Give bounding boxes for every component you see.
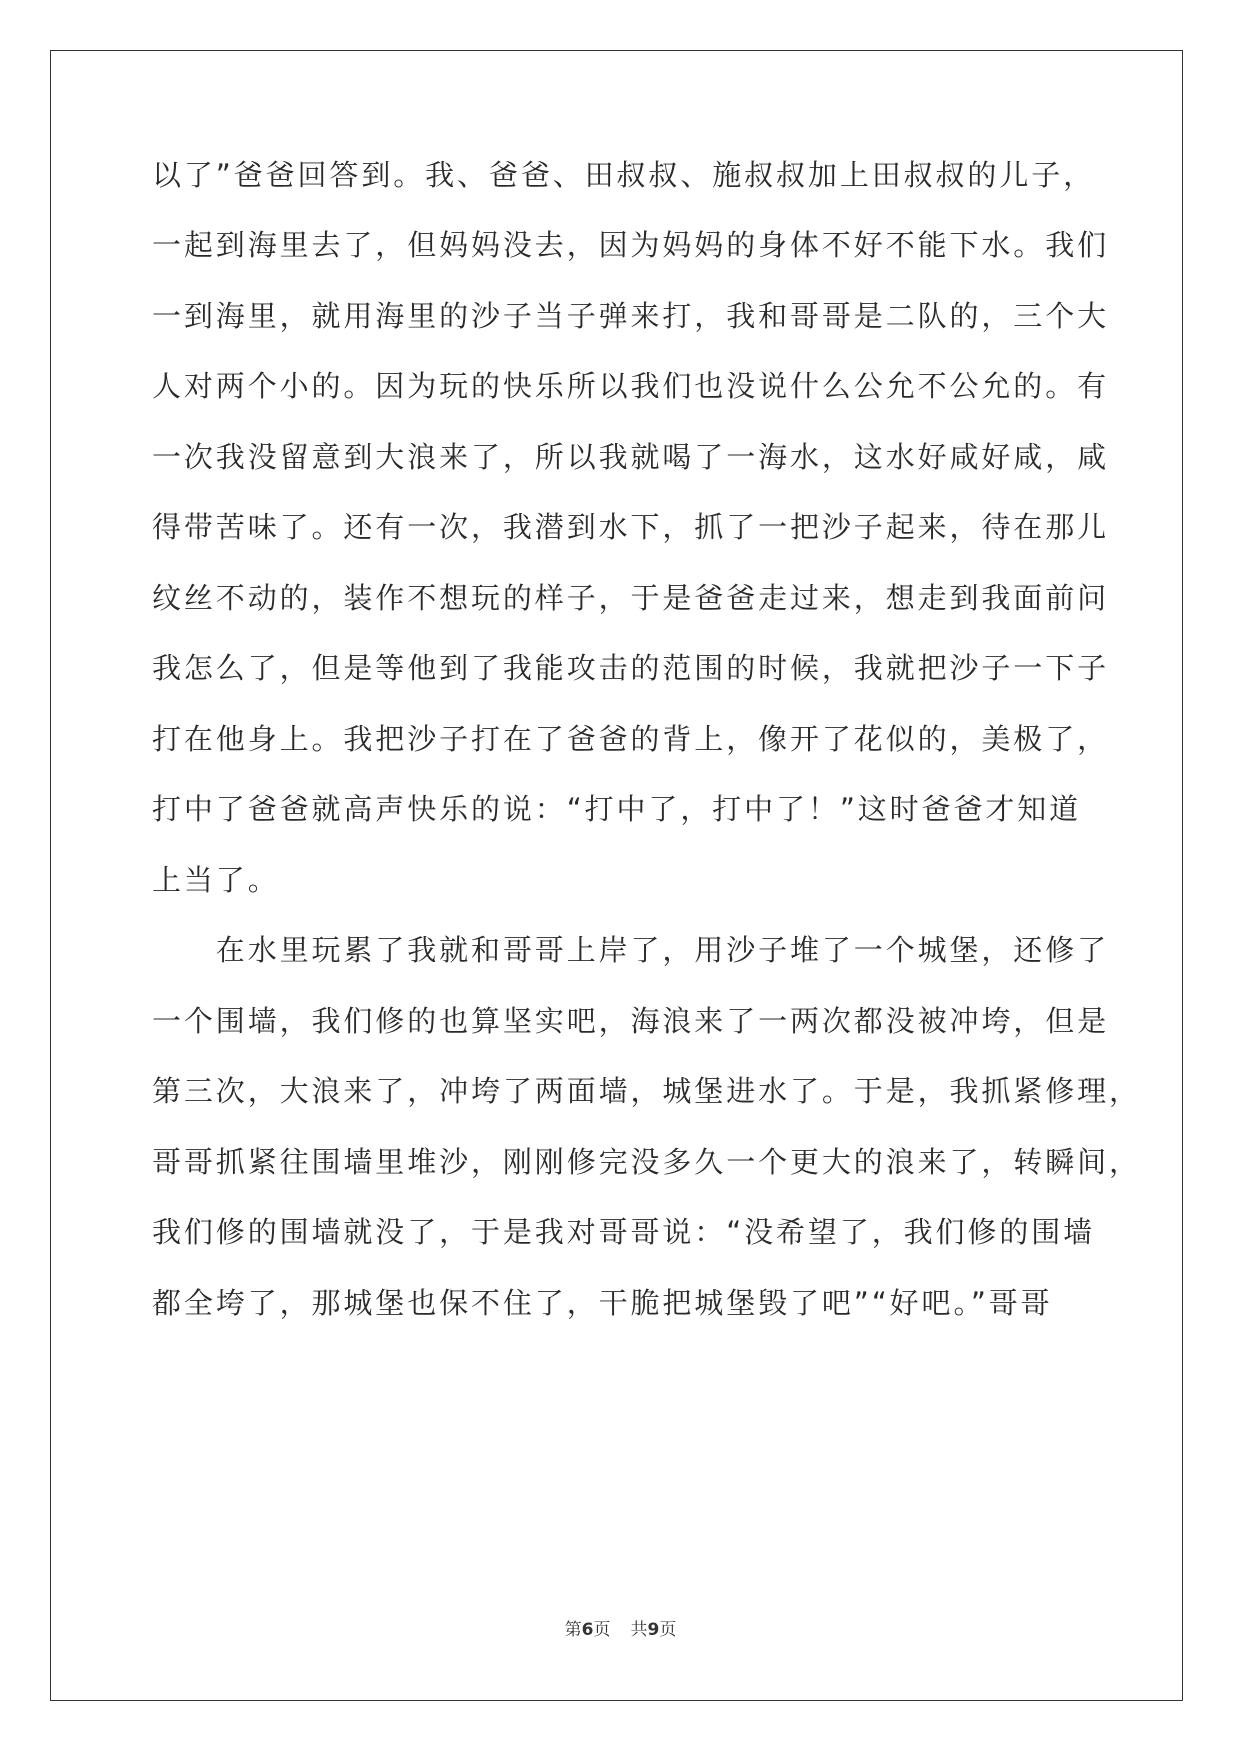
page-footer bbox=[0, 1618, 1241, 1642]
text-line: 我怎么了，但是等他到了我能攻击的范围的时候，我就把沙子一下子 bbox=[152, 651, 1110, 685]
total-suffix: 页 bbox=[659, 1620, 677, 1640]
text-line: 都全垮了，那城堡也保不住了，干脆把城堡毁了吧”“好吧。”哥哥 bbox=[152, 1286, 1053, 1320]
page-suffix: 页 bbox=[593, 1620, 611, 1640]
text-line: 以了”爸爸回答到。我、爸爸、田叔叔、施叔叔加上田叔叔的儿子， bbox=[152, 158, 1096, 192]
current-page-number: 6 bbox=[581, 1620, 594, 1640]
text-line: 一次我没留意到大浪来了，所以我就喝了一海水，这水好咸好咸，咸 bbox=[152, 440, 1110, 474]
total-page-count: 9 bbox=[647, 1620, 660, 1640]
text-line: 打在他身上。我把沙子打在了爸爸的背上，像开了花似的，美极了， bbox=[152, 722, 1110, 756]
text-line: 第三次，大浪来了，冲垮了两面墙，城堡进水了。于是，我抓紧修理， bbox=[152, 1074, 1141, 1108]
text-line: 一起到海里去了，但妈妈没去，因为妈妈的身体不好不能下水。我们 bbox=[152, 228, 1110, 262]
text-line: 一个围墙，我们修的也算坚实吧，海浪来了一两次都没被冲垮，但是 bbox=[152, 1004, 1110, 1038]
text-line: 打中了爸爸就高声快乐的说：“打中了，打中了！”这时爸爸才知道 bbox=[152, 792, 1082, 826]
page-prefix: 第 bbox=[564, 1620, 582, 1640]
text-line: 上当了。 bbox=[152, 863, 280, 897]
text-line: 哥哥抓紧往围墙里堆沙，刚刚修完没多久一个更大的浪来了，转瞬间， bbox=[152, 1145, 1141, 1179]
text-line: 在水里玩累了我就和哥哥上岸了，用沙子堆了一个城堡，还修了 bbox=[152, 933, 1110, 967]
text-line: 得带苦味了。还有一次，我潜到水下，抓了一把沙子起来，待在那儿 bbox=[152, 510, 1110, 544]
text-line: 人对两个小的。因为玩的快乐所以我们也没说什么公允不公允的。有 bbox=[152, 369, 1110, 403]
text-line: 纹丝不动的，装作不想玩的样子，于是爸爸走过来，想走到我面前问 bbox=[152, 581, 1110, 615]
total-prefix: 共 bbox=[630, 1620, 648, 1640]
text-line: 一到海里，就用海里的沙子当子弹来打，我和哥哥是二队的，三个大 bbox=[152, 299, 1110, 333]
text-line: 我们修的围墙就没了，于是我对哥哥说：“没希望了，我们修的围墙 bbox=[152, 1215, 1096, 1249]
